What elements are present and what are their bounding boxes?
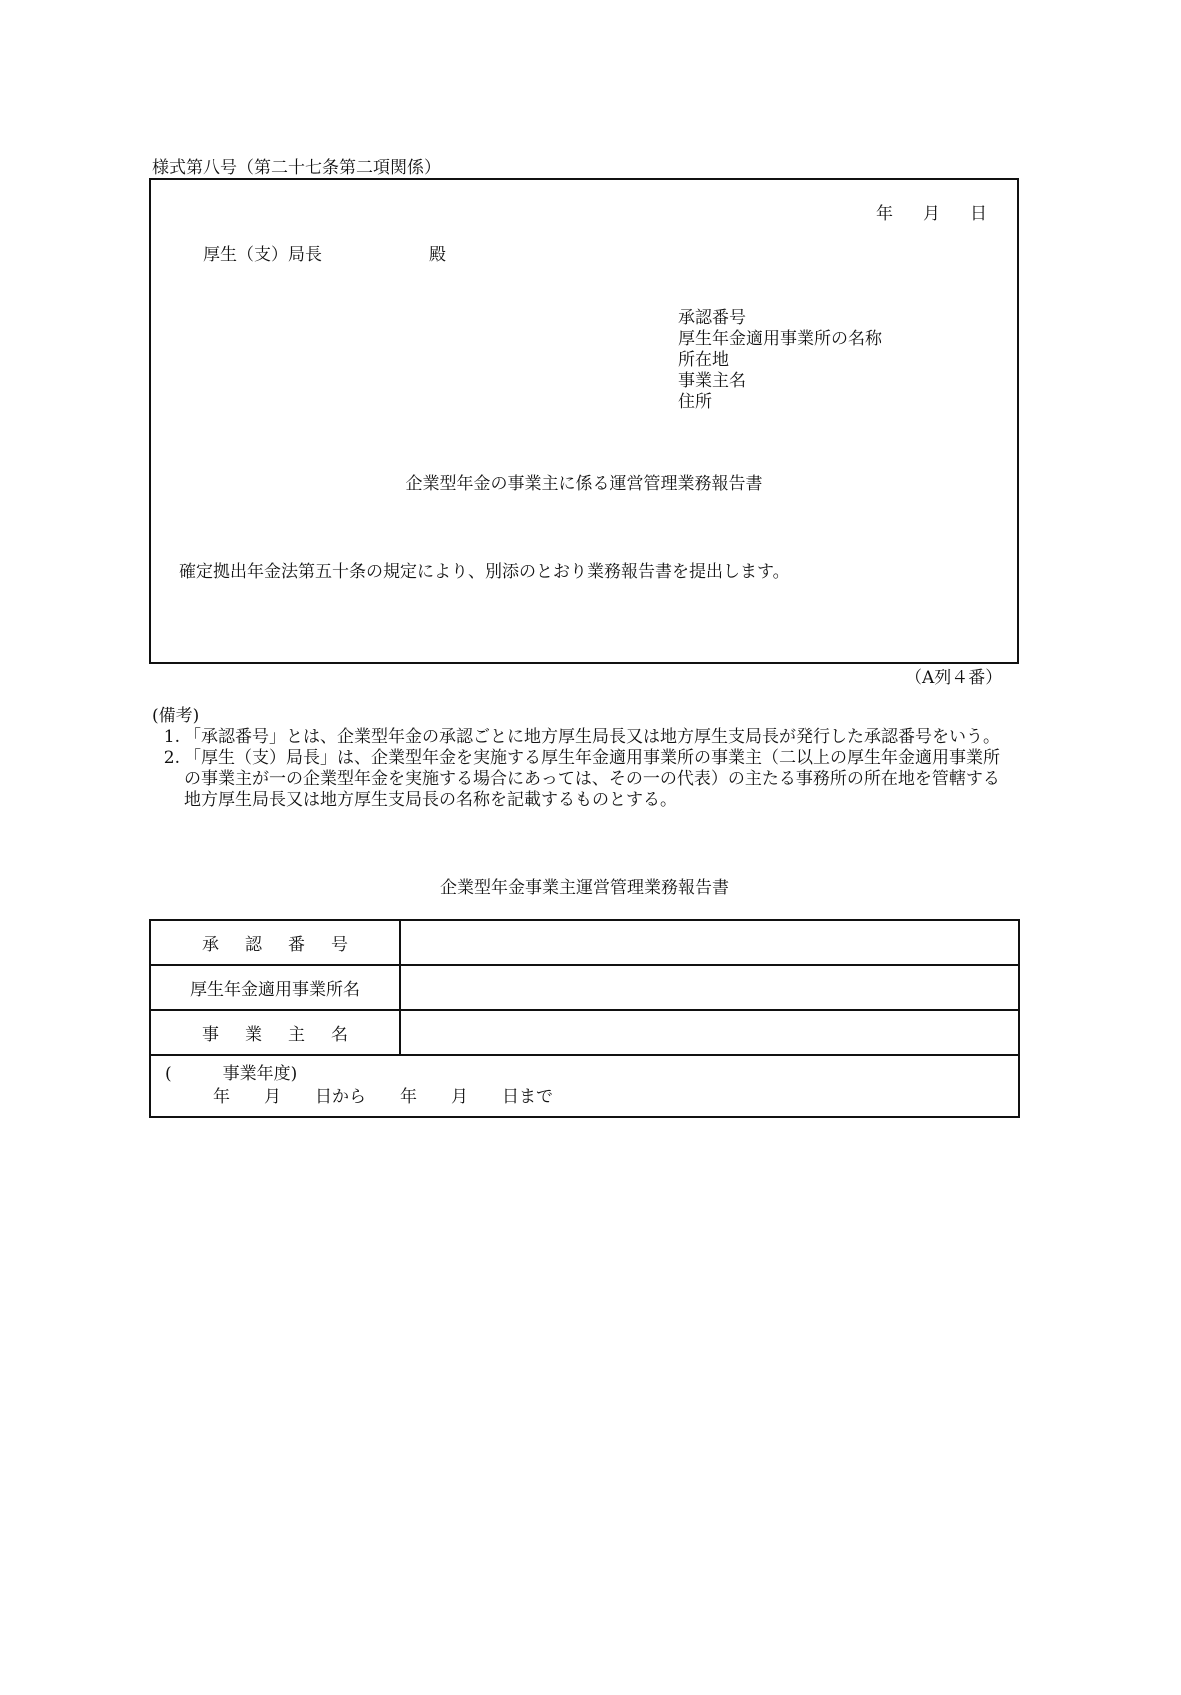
- field-office-name: 厚生年金適用事業所の名称: [678, 329, 882, 349]
- report-cover-box: [149, 178, 1019, 664]
- fiscal-year-line: ( 事業年度): [165, 1064, 298, 1084]
- note-item: [152, 748, 1002, 811]
- row-value[interactable]: [401, 966, 1018, 1009]
- notes-heading: (備考): [152, 706, 200, 726]
- date-line: [876, 204, 987, 224]
- row-value[interactable]: [401, 1011, 1018, 1054]
- report-title: 企業型年金の事業主に係る運営管理業務報告書: [405, 474, 763, 494]
- paper-size: （A列４番）: [905, 668, 1003, 688]
- notes: [152, 706, 1002, 811]
- table-row: [151, 966, 1018, 1011]
- field-approval-number: 承認番号: [678, 308, 746, 328]
- addressee: 厚生（支）局長: [203, 245, 322, 265]
- period-range-line: 年 月 日から 年 月 日まで: [213, 1087, 553, 1107]
- note-number: 2.: [163, 748, 180, 768]
- applicant-fields: [678, 308, 882, 413]
- field-location: 所在地: [678, 350, 729, 370]
- row-label: 承認番号: [151, 921, 401, 964]
- form-number: 様式第八号（第二十七条第二項関係）: [152, 158, 441, 178]
- attachment-title: 企業型年金事業主運営管理業務報告書: [440, 878, 729, 898]
- note-text: 「承認番号」とは、企業型年金の承認ごとに地方厚生局長又は地方厚生支局長が発行した承認番号をいう。: [184, 727, 1000, 747]
- note-item: [152, 727, 1002, 748]
- date-year: 年: [876, 204, 893, 224]
- row-label: 厚生年金適用事業所名: [151, 966, 401, 1009]
- note-number: 1.: [163, 727, 180, 747]
- row-value[interactable]: [401, 921, 1018, 964]
- note-text: 「厚生（支）局長」は、企業型年金を実施する厚生年金適用事業所の事業主（二以上の厚生年金適用事業所の事業主が一の企業型年金を実施する場合にあっては、その一の代表）の主たる事務所の所在地を管轄する地方厚生局長又は地方厚生支局長の名称を記載するものとする。: [184, 748, 1000, 810]
- field-address: 住所: [678, 392, 712, 412]
- field-employer-name: 事業主名: [678, 371, 746, 391]
- fiscal-period: [151, 1056, 1018, 1116]
- table-row: [151, 921, 1018, 966]
- attachment-table: [149, 919, 1020, 1118]
- date-day: 日: [970, 204, 987, 224]
- row-label: 事業主名: [151, 1011, 401, 1054]
- date-month: 月: [923, 204, 940, 224]
- body-text: 確定拠出年金法第五十条の規定により、別添のとおり業務報告書を提出します。: [179, 562, 790, 582]
- table-row: [151, 1011, 1018, 1056]
- honorific: 殿: [429, 245, 446, 265]
